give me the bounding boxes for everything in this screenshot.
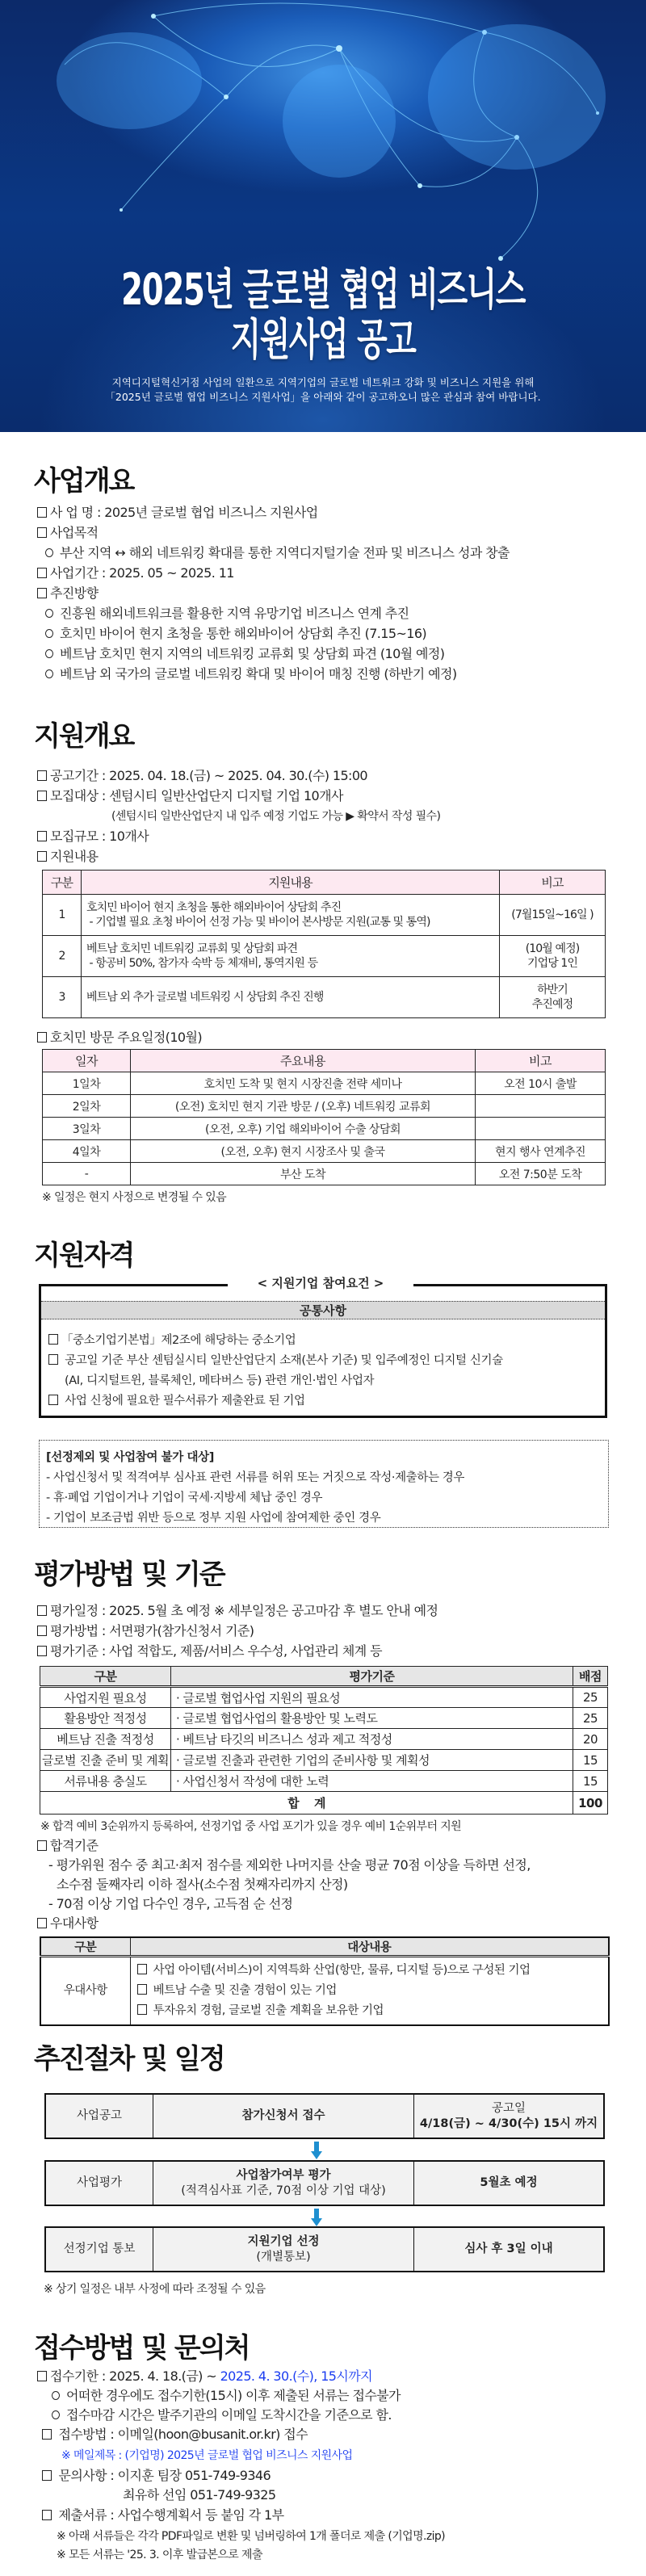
table-header-row (40, 1937, 609, 1957)
table-row (40, 1708, 608, 1729)
preference-item (137, 2001, 602, 2021)
text: 하반기 (537, 984, 568, 996)
checkbox-bullet-icon (37, 1840, 47, 1851)
text: 사업참가여부 평가 (236, 2168, 331, 2182)
schedule-label (37, 1028, 606, 1047)
cell: (오전) 호치민 현지 기관 방문 / (오후) 네트워킹 교류회 (131, 1095, 476, 1118)
checkbox-bullet-icon (48, 1395, 58, 1405)
exclusion-item: - 휴·폐업 기업이거나 기업이 국세·지방세 체납 중인 경우 (46, 1491, 323, 1504)
table-header-row (43, 1050, 606, 1072)
cell-score: 25 (573, 1687, 608, 1708)
apply-method (42, 2425, 308, 2444)
text: 평가방법 : 서면평가(참가신청서 기준) (50, 1623, 254, 1638)
overview-name (37, 503, 318, 522)
exclusion-title: [선정제외 및 사업참여 불가 대상] (46, 1451, 214, 1464)
checkbox-bullet-icon (37, 1032, 47, 1043)
hero-title-line: 지원사업 공고 (230, 314, 416, 365)
cell: - (43, 1163, 131, 1185)
column-header: 구분 (40, 1937, 130, 1957)
text: 호치민 바이어 현지 초청을 통한 해외바이어 상담회 추진 (86, 901, 342, 914)
step-task (153, 2162, 414, 2205)
cell: (오전, 오후) 기업 해외바이어 수출 상담회 (131, 1118, 476, 1140)
eligibility-item (48, 1351, 503, 1368)
schedule-note: ※ 일정은 현지 사정으로 변경될 수 있음 (42, 1191, 227, 1204)
text: 접수마감 시간은 발주기관의 이메일 도착시간을 기준으로 함. (66, 2407, 392, 2423)
overview-period (37, 564, 234, 583)
support-target-note: (센텀시티 일반산업단지 내 입주 예정 기업도 가능 ▶ 확약서 작성 필수) (111, 810, 441, 823)
evaluation-group (40, 1666, 610, 2026)
table-row (43, 977, 606, 1018)
text: - 항공비 50%, 참가자 숙박 등 체재비, 통역지원 등 (86, 957, 318, 970)
circle-bullet-icon (45, 649, 53, 658)
checkbox-bullet-icon (37, 588, 47, 598)
column-header: 비고 (500, 871, 606, 895)
exclusion-item: - 사업신청서 및 적격여부 심사표 관련 서류를 허위 또는 거짓으로 작성·제출하는 경우 (46, 1471, 464, 1484)
table-row (43, 895, 606, 936)
cell (476, 1118, 606, 1140)
hero-title-line: 2025년 글로벌 협업 비즈니스 (121, 264, 525, 315)
overview-direction-item (45, 644, 444, 664)
cell: 오전 7:50분 도착 (476, 1163, 606, 1185)
apply-deadline-note (52, 2406, 392, 2425)
step-stage: 사업평가 (46, 2162, 153, 2205)
text: 심사 후 3일 이내 (464, 2242, 553, 2255)
text: 추진예정 (531, 998, 573, 1011)
cell: · 글로벌 협업사업의 활용방안 및 노력도 (170, 1708, 573, 1729)
table-header-row (43, 871, 606, 895)
table-row (40, 1729, 608, 1750)
text: - 기업별 필요 초청 바이어 선정 가능 및 바이어 본사방문 지원(교통 및 통역) (86, 916, 430, 929)
pass-rule: - 평가위원 점수 중 최고·최저 점수를 제외한 나머지를 산술 평균 70점 이상을 득하면 선정, (48, 1857, 531, 1873)
cell-note (500, 936, 606, 977)
cell: · 글로벌 협업사업 지원의 필요성 (170, 1687, 573, 1708)
cell-no: 3 (43, 977, 82, 1018)
reserve-note: ※ 합격 예비 3순위까지 등록하여, 선정기업 중 사업 포기가 있을 경우 예비 1순위부터 지원 (40, 1820, 462, 1833)
checkbox-bullet-icon (37, 851, 47, 862)
cell-label: 우대사항 (40, 1957, 130, 2026)
hero-banner (0, 0, 646, 432)
cell: · 베트남 타깃의 비즈니스 성과 제고 적정성 (170, 1729, 573, 1750)
step-stage: 선정기업 통보 (46, 2228, 153, 2271)
text: 베트남 호치민 네트워킹 교류회 및 상담회 파견 (86, 942, 298, 955)
column-header: 구분 (43, 871, 82, 895)
cell-items (130, 1957, 609, 2026)
column-header: 구분 (40, 1667, 171, 1687)
text: 4/18(금) ~ 4/30(수) 15시 까지 (419, 2117, 598, 2130)
docs-note: ※ 아래 서류들은 각각 PDF파일로 변환 및 넘버링하여 1개 폴더로 제출 (기업명.zip) (57, 2530, 446, 2543)
process-note: ※ 상기 일정은 내부 사정에 따라 조정될 수 있음 (44, 2283, 266, 2296)
checkbox-bullet-icon (42, 2510, 52, 2520)
support-notice-period (37, 766, 367, 786)
support-tables-group (42, 870, 606, 1207)
column-header: 주요내용 (131, 1050, 476, 1072)
text: 「중소기업기본법」제2조에 해당하는 중소기업 (61, 1334, 296, 1347)
eligibility-item-cont: (AI, 디지털트윈, 블록체인, 메타버스 등) 관련 개인·법인 사업자 (65, 1374, 375, 1387)
cell-content (82, 895, 500, 936)
checkbox-bullet-icon (137, 1984, 147, 1995)
circle-bullet-icon (45, 548, 53, 557)
text: 어떠한 경우에도 접수기한(15시) 이후 제출된 서류는 접수불가 (66, 2388, 401, 2403)
checkbox-bullet-icon (37, 791, 47, 801)
preference-item (137, 1981, 602, 2001)
cell: 호치민 도착 및 현지 시장진출 전략 세미나 (131, 1072, 476, 1095)
step-task (153, 2095, 414, 2138)
cell: 4일차 (43, 1140, 131, 1163)
checkbox-bullet-icon (42, 2470, 52, 2481)
column-header: 비고 (476, 1050, 606, 1072)
section-heading-evaluation: 평가방법 및 기준 (34, 1559, 224, 1591)
text: (개별통보) (256, 2250, 311, 2263)
checkbox-bullet-icon (37, 1626, 47, 1636)
evaluation-method (37, 1622, 254, 1641)
text: 베트남 수출 및 진출 경험이 있는 기업 (153, 1984, 337, 1997)
process-step (44, 2226, 605, 2272)
text: 사 업 명 : 2025년 글로벌 협업 비즈니스 지원사업 (50, 505, 318, 520)
text: 제출서류 : 사업수행계획서 등 붙임 각 1부 (58, 2507, 284, 2523)
pass-rule: - 70점 이상 기업 다수인 경우, 고득점 순 선정 (48, 1896, 293, 1911)
deadline-highlight: 2025. 4. 30.(수), 15시까지 (220, 2368, 372, 2384)
text: 우대사항 (50, 1915, 99, 1931)
text: 사업 신청에 필요한 필수서류가 제출완료 된 기업 (65, 1395, 305, 1408)
eligibility-box-title: < 지원기업 참여요건 > (257, 1276, 384, 1290)
support-target (37, 787, 343, 806)
process-step (44, 2160, 605, 2206)
hero-subtitle-line: 「2025년 글로벌 협업 비즈니스 지원사업」을 아래와 같이 공고하오니 많은 관심과 참여 바랍니다. (105, 391, 541, 403)
arrow-down-icon (311, 2142, 322, 2159)
section-heading-eligibility: 지원자격 (34, 1240, 134, 1272)
text: 합격기준 (50, 1838, 99, 1853)
email-link-text[interactable]: 접수방법 : 이메일(hoon@busanit.or.kr) 접수 (58, 2427, 308, 2442)
text: 참가신청서 접수 (241, 2109, 325, 2122)
mail-subject-note: ※ 메일제목 : (기업명) 2025년 글로벌 협업 비즈니스 지원사업 (61, 2449, 353, 2462)
cell-score: 15 (573, 1771, 608, 1792)
checkbox-bullet-icon (37, 1646, 47, 1656)
cell: 현지 행사 연계추진 (476, 1140, 606, 1163)
eligibility-item (48, 1331, 296, 1348)
text: 부산 지역 ↔ 해외 네트워킹 확대를 통한 지역디지털기술 전파 및 비즈니스 성과 창출 (60, 545, 510, 560)
cell: 서류내용 충실도 (40, 1771, 171, 1792)
apply-deadline (37, 2367, 372, 2386)
globe-network-illustration (0, 0, 646, 432)
cell-content (82, 977, 500, 1018)
checkbox-bullet-icon (48, 1354, 58, 1365)
circle-bullet-icon (52, 2410, 60, 2419)
checkbox-bullet-icon (37, 527, 47, 538)
cell: 베트남 진출 적정성 (40, 1729, 171, 1750)
step-when (414, 2162, 603, 2205)
checkbox-bullet-icon (37, 568, 47, 578)
hero-subtitle-line: 지역디지털혁신거점 사업의 일환으로 지역기업의 글로벌 네트워크 강화 및 비즈니스 지원을 위해 (111, 376, 535, 388)
process-step (44, 2093, 605, 2139)
table-row (40, 1957, 609, 2026)
cell: 활용방안 적정성 (40, 1708, 171, 1729)
overview-direction-item (45, 604, 409, 623)
overview-purpose (45, 543, 510, 563)
text: 투자유치 경험, 글로벌 진출 계획을 보유한 기업 (153, 2004, 384, 2017)
cell-content (82, 936, 500, 977)
text: (7월15일~16일 ) (511, 908, 594, 921)
checkbox-bullet-icon (37, 2371, 47, 2381)
text: 베트남 호치민 현지 지역의 네트워킹 교류회 및 상담회 파견 (10월 예정) (60, 646, 445, 661)
step-when (414, 2095, 603, 2138)
text: 베트남 외 추가 글로벌 네트워킹 시 상담회 추진 진행 (86, 991, 324, 1004)
text: 문의사항 : 이지훈 팀장 051-749-9346 (58, 2468, 271, 2483)
pass-label (37, 1836, 610, 1856)
text: 사업기간 : 2025. 05 ~ 2025. 11 (50, 565, 234, 581)
support-content-label (37, 847, 98, 866)
text: 지원내용 (50, 849, 99, 864)
total-label: 합 계 (40, 1792, 573, 1815)
text: 기업당 1인 (526, 957, 578, 970)
common-requirements-header: 공통사항 (41, 1301, 605, 1319)
checkbox-bullet-icon (37, 831, 47, 841)
cell: · 글로벌 진출과 관련한 기업의 준비사항 및 계획성 (170, 1750, 573, 1771)
table-row (43, 1118, 606, 1140)
cell-score: 20 (573, 1729, 608, 1750)
cell: 1일차 (43, 1072, 131, 1095)
hero-title (0, 265, 646, 365)
cell-note (500, 977, 606, 1018)
section-heading-support: 지원개요 (34, 720, 134, 753)
cell (476, 1095, 606, 1118)
text: 지원기업 선정 (247, 2234, 320, 2248)
text: 사업목적 (50, 525, 99, 540)
table-row (40, 1750, 608, 1771)
cell: (오전, 오후) 현지 시장조사 및 출국 (131, 1140, 476, 1163)
contact (42, 2466, 271, 2486)
evaluation-criteria (37, 1642, 382, 1661)
text: 5월초 예정 (480, 2176, 538, 2189)
text: 베트남 외 국가의 글로벌 네트워킹 확대 및 바이어 매칭 진행 (하반기 예정) (60, 666, 457, 682)
circle-bullet-icon (45, 669, 53, 678)
cell-score: 15 (573, 1750, 608, 1771)
checkbox-bullet-icon (48, 1334, 58, 1345)
step-when (414, 2228, 603, 2271)
checkbox-bullet-icon (37, 1605, 47, 1616)
checkbox-bullet-icon (137, 2004, 147, 2015)
contact-cont: 최유하 선임 051-749-9325 (123, 2487, 276, 2503)
checkbox-bullet-icon (37, 507, 47, 518)
docs-note: ※ 모든 서류는 '25. 3. 이후 발급본으로 제출 (57, 2549, 262, 2561)
text: 모집대상 : 센텀시티 일반산업단지 디지털 기업 10개사 (50, 788, 343, 803)
column-header: 일자 (43, 1050, 131, 1072)
table-row (40, 1687, 608, 1708)
cell: 3일차 (43, 1118, 131, 1140)
hero-subtitle (0, 375, 646, 405)
table-row (40, 1771, 608, 1792)
cell: 사업지원 필요성 (40, 1687, 171, 1708)
overview-purpose-label (37, 523, 98, 543)
text: 평가일정 : 2025. 5월 초 예정 ※ 세부일정은 공고마감 후 별도 안내 예정 (50, 1603, 438, 1618)
text: 추진방향 (50, 585, 99, 601)
cell: 글로벌 진출 준비 및 계획 (40, 1750, 171, 1771)
circle-bullet-icon (45, 609, 53, 618)
table-total-row (40, 1792, 608, 1815)
eligibility-item (48, 1391, 305, 1408)
checkbox-bullet-icon (42, 2429, 52, 2440)
evaluation-table (40, 1666, 608, 1815)
preference-table (40, 1936, 610, 2026)
cell: 부산 도착 (131, 1163, 476, 1185)
submission-docs (42, 2506, 283, 2525)
column-header: 평가기준 (170, 1667, 573, 1687)
text: 호치민 바이어 현지 초청을 통한 해외바이어 상담회 추진 (7.15~16) (60, 626, 427, 641)
text: 공고일 (491, 2101, 526, 2115)
cell-no: 2 (43, 936, 82, 977)
support-scale (37, 827, 149, 846)
text: (적격심사표 기준, 70점 이상 기업 대상) (181, 2184, 386, 2197)
text: 접수기한 : 2025. 4. 18.(금) ~ (50, 2368, 220, 2384)
column-header: 배점 (573, 1667, 608, 1687)
visit-schedule-table (42, 1049, 606, 1185)
pref-label (37, 1914, 610, 1933)
text: 모집규모 : 10개사 (50, 829, 149, 844)
pass-rule-cont: 소수점 둘째자리 이하 절사(소수점 첫째자리까지 산정) (57, 1877, 348, 1892)
text: 평가기준 : 사업 적합도, 제품/서비스 우수성, 사업관리 체계 등 (50, 1643, 382, 1659)
table-row (43, 936, 606, 977)
table-row (43, 1072, 606, 1095)
evaluation-schedule (37, 1601, 438, 1621)
section-heading-overview: 사업개요 (34, 465, 134, 497)
checkbox-bullet-icon (37, 770, 47, 781)
text: 공고일 기준 부산 센텀실시티 일반산업단지 소재(본사 기준) 및 입주예정인 디지털 신기술 (65, 1354, 503, 1367)
step-task (153, 2228, 414, 2271)
table-header-row (40, 1667, 608, 1687)
overview-direction-item (45, 665, 456, 684)
table-row (43, 1095, 606, 1118)
checkbox-bullet-icon (137, 1964, 147, 1974)
arrow-down-icon (311, 2209, 322, 2226)
cell: 오전 10시 출발 (476, 1072, 606, 1095)
column-header: 대상내용 (130, 1937, 609, 1957)
apply-deadline-note (52, 2386, 401, 2406)
section-heading-apply: 접수방법 및 문의처 (34, 2332, 250, 2364)
exclusion-item: - 기업이 보조금법 위반 등으로 정부 지원 사업에 참여제한 중인 경우 (46, 1512, 381, 1525)
preference-item (137, 1961, 602, 1981)
cell: · 사업신청서 작성에 대한 노력 (170, 1771, 573, 1792)
total-score: 100 (573, 1792, 608, 1815)
support-content-table (42, 870, 606, 1018)
table-row (43, 1140, 606, 1163)
table-row (43, 1163, 606, 1185)
step-stage: 사업공고 (46, 2095, 153, 2138)
cell-score: 25 (573, 1708, 608, 1729)
cell: 2일차 (43, 1095, 131, 1118)
overview-direction-label (37, 584, 98, 603)
cell-note (500, 895, 606, 936)
cell-no: 1 (43, 895, 82, 936)
section-heading-process: 추진절차 및 일정 (34, 2043, 224, 2075)
text: (10월 예정) (525, 942, 580, 955)
checkbox-bullet-icon (37, 1918, 47, 1928)
text: 호치민 방문 주요일정(10월) (50, 1030, 202, 1045)
circle-bullet-icon (45, 629, 53, 638)
column-header: 지원내용 (82, 871, 500, 895)
circle-bullet-icon (52, 2391, 60, 2400)
text: 사업 아이템(서비스)이 지역특화 산업(항만, 물류, 디지털 등)으로 구성된 기업 (153, 1964, 531, 1977)
overview-direction-item (45, 624, 426, 644)
text: 공고기간 : 2025. 04. 18.(금) ~ 2025. 04. 30.(수) 15:00 (50, 768, 367, 783)
text: 진흥원 해외네트워크를 활용한 지역 유망기업 비즈니스 연계 추진 (60, 606, 409, 621)
